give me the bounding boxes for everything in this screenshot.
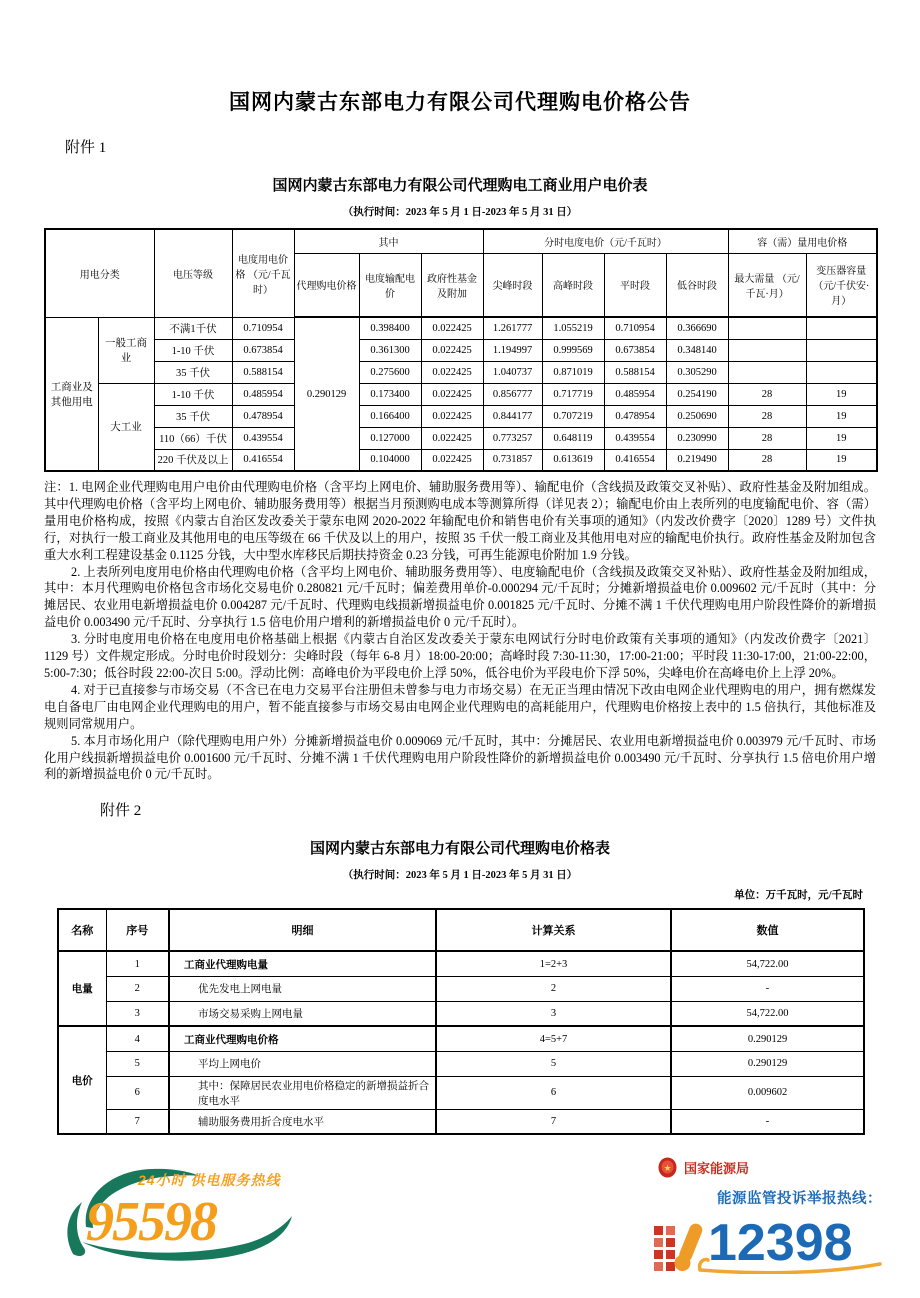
price-cell: 0.478954: [232, 405, 294, 427]
sharp-cell: 0.773257: [483, 427, 542, 449]
header-calc: 计算关系: [436, 909, 671, 951]
value-cell: 54,722.00: [671, 951, 864, 976]
transmission-cell: 0.398400: [359, 317, 421, 339]
value-cell: 54,722.00: [671, 1001, 864, 1026]
phone-hook-icon: [67, 1202, 85, 1256]
commercial-price-table: [44, 228, 878, 472]
detail-cell: 平均上网电价: [169, 1051, 436, 1076]
notes-block: [44, 479, 876, 783]
detail-cell: 其中：保障居民农业用电价格稳定的新增损益折合度电水平: [169, 1076, 436, 1109]
voltage-cell: 35 千伏: [154, 405, 232, 427]
peak-cell: 0.648119: [542, 427, 604, 449]
sharp-cell: 1.040737: [483, 361, 542, 383]
voltage-cell: 不满1千伏: [154, 317, 232, 339]
national-emblem-icon: [658, 1157, 677, 1178]
group-price: 电价: [58, 1026, 106, 1134]
attachment-2-label: 附件 2: [100, 803, 142, 820]
transmission-cell: 0.166400: [359, 405, 421, 427]
agency-price-summary-table: [57, 908, 865, 1135]
valley-cell: 0.250690: [666, 405, 728, 427]
demand-cell: 28: [728, 405, 806, 427]
keypad-icon: [654, 1226, 675, 1271]
header-peak: 高峰时段: [542, 253, 604, 317]
fund-cell: 0.022425: [421, 361, 483, 383]
value-cell: -: [671, 1109, 864, 1134]
transformer-cell: [806, 339, 877, 361]
value-cell: -: [671, 976, 864, 1001]
note-4: 4. 对于已直接参与市场交易（不含已在电力交易平台注册但未曾参与电力市场交易）在无正当理由情况下改由电网企业代理购电的用户，拥有燃煤发电自备电厂由电网企业代理购电的用户，暂不能直接参与市场交易由电网企业代理购电的高耗能用户，代理购电价格按上表中的 1.5 倍执行，其他标准及规则同常规用户。: [44, 682, 876, 731]
demand-cell: 28: [728, 383, 806, 405]
table1-title: 国网内蒙古东部电力有限公司代理购电工商业用户电价表: [272, 178, 648, 194]
price-cell: 0.416554: [232, 449, 294, 471]
transmission-cell: 0.127000: [359, 427, 421, 449]
price-cell: 0.439554: [232, 427, 294, 449]
header-transmission-price: 电度输配电价: [359, 253, 421, 317]
detail-cell: 市场交易采购上网电量: [169, 1001, 436, 1026]
fund-cell: 0.022425: [421, 317, 483, 339]
voltage-cell: 110（66）千伏: [154, 427, 232, 449]
voltage-cell: 220 千伏及以上: [154, 449, 232, 471]
sharp-cell: 1.194997: [483, 339, 542, 361]
transmission-cell: 0.275600: [359, 361, 421, 383]
header-name: 名称: [58, 909, 106, 951]
value-cell: 0.290129: [671, 1026, 864, 1051]
header-value: 数值: [671, 909, 864, 951]
peak-cell: 0.707219: [542, 405, 604, 427]
nea-label: 国家能源局: [684, 1161, 750, 1177]
sharp-cell: 0.731857: [483, 449, 542, 471]
group-energy: 电量: [58, 951, 106, 1026]
table1-period: （执行时间：2023 年 5 月 1 日-2023 年 5 月 31 日）: [342, 207, 578, 218]
transformer-cell: [806, 361, 877, 383]
valley-cell: 0.230990: [666, 427, 728, 449]
header-transformer-capacity: 变压器容量 （元/千伏安·月）: [806, 253, 877, 317]
peak-cell: 0.871019: [542, 361, 604, 383]
nea-number-row: [652, 1210, 882, 1279]
flat-cell: 0.588154: [604, 361, 666, 383]
header-sharp-peak: 尖峰时段: [483, 253, 542, 317]
flat-cell: 0.485954: [604, 383, 666, 405]
hotline-number: 95598: [86, 1191, 216, 1254]
header-agency-price: 代理购电价格: [294, 253, 359, 317]
fund-cell: 0.022425: [421, 339, 483, 361]
category-cell: 工商业及 其他用电: [45, 317, 98, 471]
note-1: 注：1. 电网企业代理购电用户电价由代理购电价格（含平均上网电价、辅助服务费用等）、输配电价（含线损及政策交叉补贴）、政府性基金及附加组成。其中代理购电价格（含平均上网电价、辅助服务费用等）根据当月预测购电成本等测算所得（详见表 2）；输配电价由上表所列的电度输配电价、容（需）量用电价格构成，按照《内蒙古自治区发改委关于蒙东电网 2020-2022 年输配电价和销售电价有关事项的通知》（内发改价费字〔2020〕1289 号）文件执行，对执行一般工商业及其他用电的电压等级在 66 千伏及以上的用户，按照 35 千伏一般工商业及其他用电对应的输配电价执行。政府性基金及附加包含重大水利工程建设基金 0.1125 分钱，大中型水库移民后期扶持资金 0.23 分钱，可再生能源电价附加 1.9 分钱。: [44, 480, 876, 562]
header-energy-price: 电度用电价格 （元/千瓦时）: [232, 229, 294, 317]
price-cell: 0.588154: [232, 361, 294, 383]
flat-cell: 0.710954: [604, 317, 666, 339]
transmission-cell: 0.361300: [359, 339, 421, 361]
transformer-cell: 19: [806, 383, 877, 405]
valley-cell: 0.348140: [666, 339, 728, 361]
fund-cell: 0.022425: [421, 449, 483, 471]
transformer-cell: 19: [806, 449, 877, 471]
detail-cell: 优先发电上网电量: [169, 976, 436, 1001]
table2-unit: 单位：万千瓦时，元/千瓦时: [734, 890, 863, 902]
nea-hotline-block: [652, 1157, 882, 1279]
note-5: 5. 本月市场化用户（除代理购电用户外）分摊新增损益电价 0.009069 元/千瓦时，其中：分摊居民、农业用电新增损益电价 0.003979 元/千瓦时、市场化用户线损新增损益电价 0.001600 元/千瓦时、分摊不满 1 千伏代理购电用户阶段性降价的新增损益电价 0.003490 元/千瓦时、分享执行 1.5 倍电价用户增利的新增损益电价 0 元/千瓦时。: [44, 733, 876, 782]
transmission-cell: 0.104000: [359, 449, 421, 471]
nea-header: [658, 1157, 882, 1178]
nea-hotline-label: 能源监管投诉举报热线：: [717, 1191, 882, 1208]
demand-cell: [728, 317, 806, 339]
demand-cell: 28: [728, 449, 806, 471]
calc-cell: 4=5+7: [436, 1026, 671, 1051]
header-no: 序号: [106, 909, 169, 951]
demand-cell: [728, 361, 806, 383]
detail-cell: 工商业代理购电量: [169, 951, 436, 976]
no-cell: 4: [106, 1026, 169, 1051]
peak-cell: 0.613619: [542, 449, 604, 471]
calc-cell: 7: [436, 1109, 671, 1134]
detail-cell: 辅助服务费用折合度电水平: [169, 1109, 436, 1134]
subcategory-large-industry: 大工业: [98, 383, 154, 471]
peak-cell: 0.999569: [542, 339, 604, 361]
voltage-cell: 35 千伏: [154, 361, 232, 383]
header-max-demand: 最大需量 （元/千瓦·月）: [728, 253, 806, 317]
value-cell: 0.009602: [671, 1076, 864, 1109]
transformer-cell: [806, 317, 877, 339]
transformer-cell: 19: [806, 405, 877, 427]
voltage-cell: 1-10 千伏: [154, 339, 232, 361]
header-valley: 低谷时段: [666, 253, 728, 317]
header-gov-fund: 政府性基金 及附加: [421, 253, 483, 317]
fund-cell: 0.022425: [421, 405, 483, 427]
no-cell: 7: [106, 1109, 169, 1134]
demand-cell: [728, 339, 806, 361]
svg-text:★: ★: [663, 1163, 672, 1174]
header-tou-group: 分时电度电价（元/千瓦时）: [483, 229, 728, 253]
no-cell: 1: [106, 951, 169, 976]
sharp-cell: 0.856777: [483, 383, 542, 405]
agency-price-cell: 0.290129: [294, 317, 359, 471]
calc-cell: 2: [436, 976, 671, 1001]
header-capacity-group: 容（需）量用电价格: [728, 229, 877, 253]
valley-cell: 0.305290: [666, 361, 728, 383]
price-cell: 0.710954: [232, 317, 294, 339]
calc-cell: 3: [436, 1001, 671, 1026]
flat-cell: 0.439554: [604, 427, 666, 449]
no-cell: 5: [106, 1051, 169, 1076]
transformer-cell: 19: [806, 427, 877, 449]
no-cell: 3: [106, 1001, 169, 1026]
header-usage-class: 用电分类: [45, 229, 154, 317]
no-cell: 6: [106, 1076, 169, 1109]
flat-cell: 0.478954: [604, 405, 666, 427]
valley-cell: 0.219490: [666, 449, 728, 471]
sharp-cell: 0.844177: [483, 405, 542, 427]
flat-cell: 0.673854: [604, 339, 666, 361]
price-cell: 0.673854: [232, 339, 294, 361]
hotline-tagline: 24小时 供电服务热线: [138, 1172, 281, 1189]
header-detail: 明细: [169, 909, 436, 951]
peak-cell: 1.055219: [542, 317, 604, 339]
calc-cell: 6: [436, 1076, 671, 1109]
note-2: 2. 上表所列电度用电价格由代理购电价格（含平均上网电价、辅助服务费用等）、电度输配电价（含线损及政策交叉补贴）、政府性基金及附加组成，其中：本月代理购电价格包含市场化交易电价 0.280821 元/千瓦时；偏差费用单价-0.000294 元/千瓦时；分摊新增损益电价 0.009602 元/千瓦时（其中：分摊居民、农业用电新增损益电价 0.004287 元/千瓦时、代理购电线损新增损益电价 0.001825 元/千瓦时、分摊不满 1 千伏代理购电用户阶段性降价的新增损益电价 0.003490 元/千瓦时、分享执行 1.5 倍电价用户增利的新增损益电价 0 元/千瓦时）。: [44, 564, 876, 630]
table2-title: 国网内蒙古东部电力有限公司代理购电价格表: [309, 841, 610, 858]
hotline-95598-logo: [52, 1157, 304, 1268]
transmission-cell: 0.173400: [359, 383, 421, 405]
valley-cell: 0.254190: [666, 383, 728, 405]
fund-cell: 0.022425: [421, 383, 483, 405]
detail-cell: 工商业代理购电价格: [169, 1026, 436, 1051]
flat-cell: 0.416554: [604, 449, 666, 471]
page-title: 国网内蒙古东部电力有限公司代理购电价格公告: [229, 90, 691, 114]
footer: [0, 1157, 920, 1279]
valley-cell: 0.366690: [666, 317, 728, 339]
header-voltage-level: 电压等级: [154, 229, 232, 317]
fund-cell: 0.022425: [421, 427, 483, 449]
note-3: 3. 分时电度用电价格在电度用电价格基础上根据《内蒙古自治区发改委关于蒙东电网试行分时电价政策有关事项的通知》（内发改价费字〔2021〕1129 号）文件规定形成。分时电价时段划分：尖峰时段（每年 6-8 月）18:00-20:00；高峰时段 7:30-11:30，17:00-21:00；平时段 11:30-17:00，21:00-22:00，5:00-7:30；低谷时段 22:00-次日 5:00。浮动比例：高峰电价为平段电价上浮 50%，低谷电价为平段电价下浮 50%，尖峰电价在高峰电价上上浮 20%。: [44, 632, 876, 680]
sharp-cell: 1.261777: [483, 317, 542, 339]
value-cell: 0.290129: [671, 1051, 864, 1076]
voltage-cell: 1-10 千伏: [154, 383, 232, 405]
no-cell: 2: [106, 976, 169, 1001]
calc-cell: 1=2+3: [436, 951, 671, 976]
header-flat: 平时段: [604, 253, 666, 317]
calc-cell: 5: [436, 1051, 671, 1076]
peak-cell: 0.717719: [542, 383, 604, 405]
nea-number: 12398: [708, 1214, 853, 1273]
price-cell: 0.485954: [232, 383, 294, 405]
subcategory-general: 一般工商业: [98, 317, 154, 383]
demand-cell: 28: [728, 427, 806, 449]
attachment-1-label: 附件 1: [65, 140, 107, 156]
table2-period: （执行时间：2023 年 5 月 1 日-2023 年 5 月 31 日）: [342, 870, 578, 882]
header-among: 其中: [294, 229, 483, 253]
